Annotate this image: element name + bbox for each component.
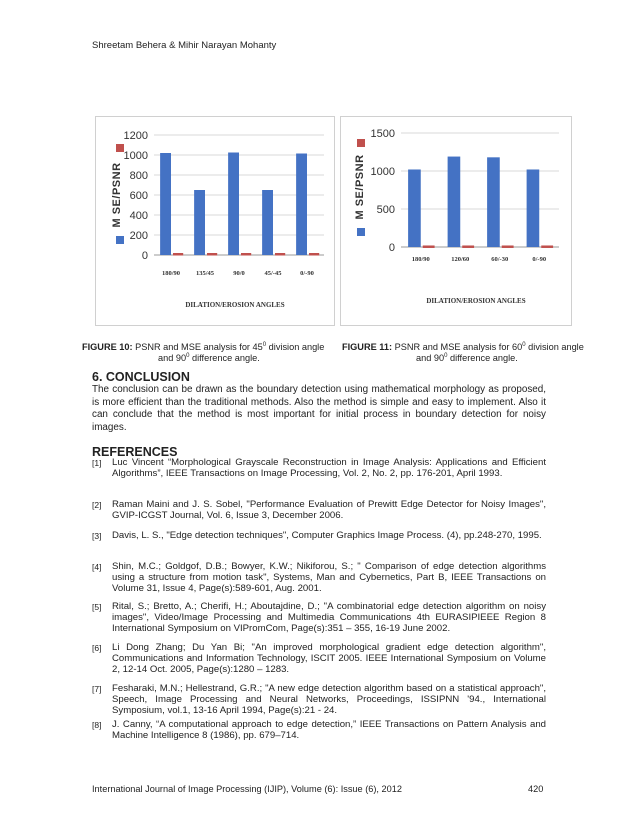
reference-item bbox=[92, 643, 546, 675]
x-category-label: 135/45 bbox=[195, 270, 215, 277]
figure-10-label: FIGURE 10: bbox=[82, 342, 133, 353]
reference-number: [7] bbox=[92, 684, 102, 694]
bar-mse bbox=[262, 190, 273, 255]
y-tick-label: 200 bbox=[129, 230, 148, 242]
reference-text: Fesharaki, M.N.; Hellestrand, G.R.; "A new edge detection algorithm based on a statistical approach", Speech, Image Processing and Neural Networks, Proceedings, ISSIPNN '94., International Symposium, vol.1, 13-16 April 1994, Page(s):21 - 24. bbox=[112, 683, 546, 716]
figure-11-label: FIGURE 11: bbox=[342, 342, 393, 353]
figure-11-caption-line2-text: and 90 bbox=[416, 353, 445, 364]
reference-item bbox=[92, 602, 546, 634]
figure-10-svg bbox=[96, 117, 334, 325]
bar-psnr bbox=[207, 253, 217, 256]
reference-text: Luc Vincent “Morphological Grayscale Reconstruction in Image Analysis: Applications and Efficient Algorithms”, IEEE Transactions on Image Processing, Vol. 2, No. 2, pp. 176-201, April 1993. bbox=[112, 457, 546, 479]
page-number: 420 bbox=[528, 784, 544, 794]
reference-number: [2] bbox=[92, 500, 102, 510]
figure-11-caption-line2 bbox=[416, 351, 518, 364]
x-category-label: 0/-90 bbox=[300, 270, 314, 277]
figure-11-caption-text: PSNR and MSE analysis for 60 bbox=[392, 342, 523, 353]
x-category-label: 0/-90 bbox=[532, 256, 547, 263]
legend-swatch-psnr bbox=[357, 139, 365, 147]
figure-11-caption-line2-sup: 0 bbox=[444, 353, 448, 359]
conclusion-paragraph: The conclusion can be drawn as the boundary detection using mathematical morphology as proposed, is more efficient than the traditional methods. Also the method is simple and easy to implement. Also it can conclude that the method is most important for initial process in boundary detection for noisy images. bbox=[92, 384, 546, 433]
bar-mse bbox=[194, 190, 205, 255]
bar-psnr bbox=[541, 245, 553, 248]
y-tick-label: 1500 bbox=[370, 128, 395, 140]
bar-mse bbox=[527, 169, 540, 247]
figure-10-caption-sup: 0 bbox=[262, 342, 267, 348]
figure-11-caption-line2-after: difference angle. bbox=[447, 353, 518, 364]
x-category-label: 180/90 bbox=[411, 256, 430, 263]
x-category-label: 45/-45 bbox=[264, 270, 282, 277]
bar-psnr bbox=[241, 253, 251, 256]
bar-psnr bbox=[275, 253, 285, 256]
reference-text: Shin, M.C.; Goldgof, D.B.; Bowyer, K.W.; Nikiforou, S.; " Comparison of edge detection algorithms using a structure from motion task", Systems, Man and Cybernetics, Part B, IEEE Transactions on Volume 31, Issue 4, Page(s):589-601, Aug. 2001. bbox=[112, 561, 546, 594]
reference-number: [1] bbox=[92, 458, 102, 468]
bar-psnr bbox=[173, 253, 183, 256]
footer-journal: International Journal of Image Processing (IJIP), Volume (6): Issue (6), 2012 bbox=[92, 784, 402, 794]
reference-number: [3] bbox=[92, 531, 102, 541]
figure-10-caption-line2-after: difference angle. bbox=[189, 353, 260, 364]
y-tick-label: 0 bbox=[141, 250, 148, 262]
x-category-label: 90/0 bbox=[233, 270, 245, 277]
reference-item bbox=[92, 684, 546, 716]
bar-mse bbox=[160, 153, 171, 255]
bar-mse bbox=[408, 169, 421, 247]
legend-swatch-psnr bbox=[116, 144, 124, 152]
x-category-label: 180/90 bbox=[161, 270, 181, 277]
reference-number: [8] bbox=[92, 720, 102, 730]
x-category-label: 120/60 bbox=[451, 256, 470, 263]
reference-text: Rital, S.; Bretto, A.; Cherifi, H.; Aboutajdine, D.; "A combinatorial edge detection algorithm on noisy images", Video/Image Processing and Multimedia Communications 4th EURASIPIEEE Region 8 International Symposium on VIPromCom, Page(s):351 – 355, 16-19 June 2002. bbox=[112, 601, 546, 634]
reference-item bbox=[92, 500, 546, 522]
figure-10-caption-line2-text: and 90 bbox=[158, 353, 187, 364]
legend-swatch-mse bbox=[357, 228, 365, 236]
reference-text: Davis, L. S., "Edge detection techniques", Computer Graphics Image Process. (4), pp.248-270, 1995. bbox=[112, 530, 542, 541]
bar-mse bbox=[296, 154, 307, 256]
y-tick-label: 1000 bbox=[370, 166, 395, 178]
y-tick-label: 500 bbox=[376, 204, 395, 216]
y-tick-label: 600 bbox=[129, 190, 148, 202]
reference-item bbox=[92, 458, 546, 480]
reference-item bbox=[92, 562, 546, 594]
figure-11-caption-text-after: division angle bbox=[525, 342, 584, 353]
bar-mse bbox=[448, 157, 461, 247]
x-axis-title: DILATION/EROSION ANGLES bbox=[426, 297, 526, 305]
y-tick-label: 1200 bbox=[123, 130, 148, 142]
reference-item bbox=[92, 531, 546, 542]
running-header: Shreetam Behera & Mihir Narayan Mohanty bbox=[92, 40, 277, 51]
bar-psnr bbox=[309, 253, 319, 256]
x-axis-title: DILATION/EROSION ANGLES bbox=[185, 301, 285, 309]
legend-swatch-mse bbox=[116, 236, 124, 244]
figure-10-chart bbox=[95, 116, 335, 326]
y-axis-title: M SE/PSNR bbox=[354, 154, 366, 220]
figure-11-chart bbox=[340, 116, 572, 326]
reference-item bbox=[92, 720, 546, 742]
figure-10-caption-text-after: division angle bbox=[266, 342, 325, 353]
figure-11-caption-sup: 0 bbox=[522, 342, 526, 348]
y-tick-label: 1000 bbox=[123, 150, 148, 162]
figure-10-caption-line2 bbox=[158, 351, 260, 364]
reference-number: [5] bbox=[92, 602, 102, 612]
y-tick-label: 0 bbox=[388, 242, 395, 254]
figure-10-caption-line2-sup: 0 bbox=[186, 353, 190, 359]
reference-number: [6] bbox=[92, 643, 102, 653]
y-tick-label: 800 bbox=[129, 170, 148, 182]
reference-number: [4] bbox=[92, 562, 102, 572]
bar-psnr bbox=[462, 245, 474, 248]
reference-text: Raman Maini and J. S. Sobel, "Performance Evaluation of Prewitt Edge Detector for Noisy Images", GVIP-ICGST Journal, Vol. 6, Issue 3, December 2006. bbox=[112, 499, 546, 521]
bar-psnr bbox=[502, 245, 514, 248]
bar-mse bbox=[487, 157, 500, 247]
figure-10-caption-text: PSNR and MSE analysis for 45 bbox=[132, 342, 263, 353]
figure-11-svg bbox=[341, 117, 571, 325]
reference-text: Li Dong Zhang; Du Yan Bi; "An improved morphological gradient edge detection algorithm", Communications and Information Technology, ISCIT 2005. IEEE International Symposium on Volume 2, 12-14 Oct. 2005, Page(s):1280 – 1283. bbox=[112, 642, 546, 675]
y-axis-title: M SE/PSNR bbox=[111, 162, 123, 228]
x-category-label: 60/-30 bbox=[491, 256, 509, 263]
bar-mse bbox=[228, 153, 239, 256]
bar-psnr bbox=[423, 245, 435, 248]
section-title-conclusion: 6. CONCLUSION bbox=[92, 370, 190, 384]
references-title: REFERENCES bbox=[92, 445, 178, 459]
y-tick-label: 400 bbox=[129, 210, 148, 222]
reference-text: J. Canny, “A computational approach to edge detection,” IEEE Transactions on Pattern Analysis and Machine Intelligence 8 (1986), pp. 679–714. bbox=[112, 719, 546, 741]
